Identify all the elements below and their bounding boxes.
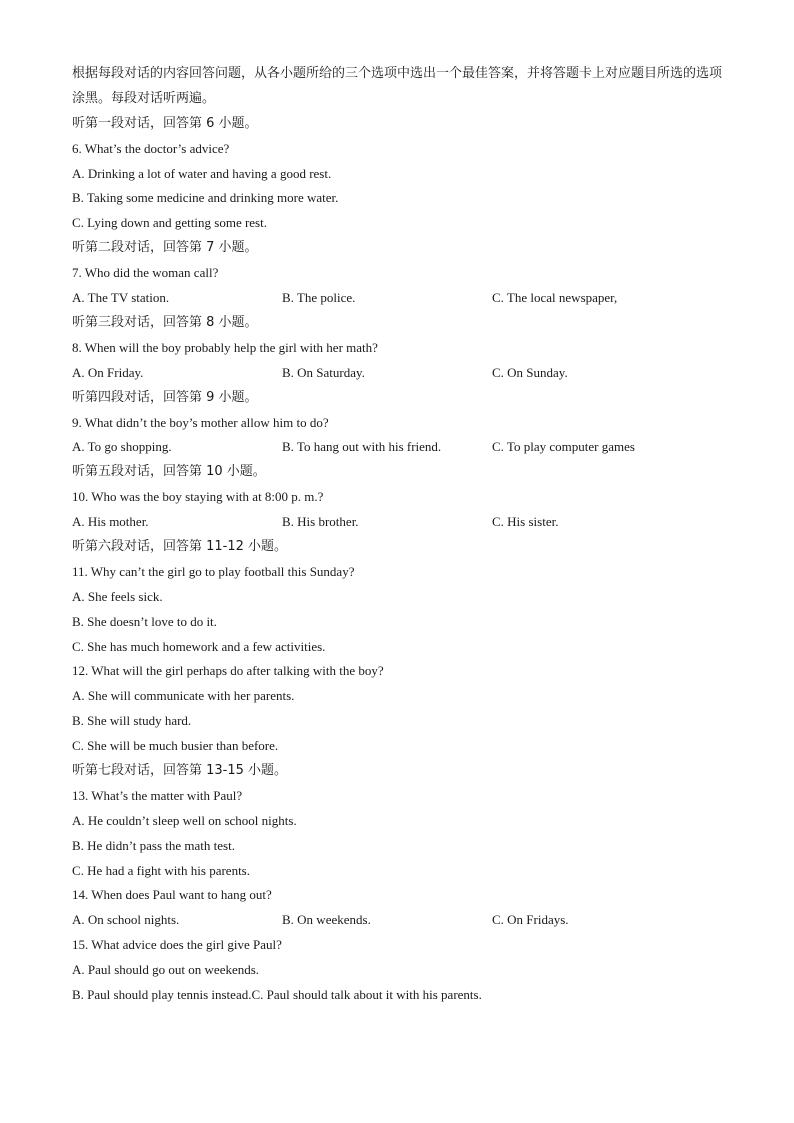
section-heading-5: 听第五段对话，回答第 10 小题。 [72, 464, 266, 480]
question-9: 9. What didn’t the boy’s mother allow him to do? [72, 414, 329, 430]
question-11: 11. Why can’t the girl go to play football this Sunday? [72, 563, 355, 579]
q12-option-b: B. She will study hard. [72, 713, 192, 729]
q10-option-b: B. His brother. [282, 514, 359, 530]
q10-option-c: C. His sister. [492, 514, 559, 530]
q15-options-bc [72, 983, 732, 1008]
q7-option-b: B. The police. [282, 290, 356, 306]
question-15: 15. What advice does the girl give Paul? [72, 937, 282, 953]
q15-option-c: C. Paul should talk about it with his parents. [251, 986, 482, 1002]
section-heading-4: 听第四段对话，回答第 9 小题。 [72, 389, 258, 405]
q9-option-b: B. To hang out with his friend. [282, 439, 442, 455]
q14-option-a: A. On school nights. [72, 912, 180, 928]
q14-options [72, 908, 732, 933]
section-heading-3: 听第三段对话，回答第 8 小题。 [72, 314, 258, 330]
q10-options [72, 510, 732, 535]
question-7: 7. Who did the woman call? [72, 265, 219, 281]
instructions: 根据每段对话的内容回答问题，从各小题所给的三个选项中选出一个最佳答案，并将答题卡上对应题目所选的选项涂黑。每段对话听两遍。 [72, 66, 723, 106]
q12-option-a: A. She will communicate with her parents. [72, 688, 295, 704]
question-8: 8. When will the boy probably help the girl with her math? [72, 339, 378, 355]
question-6: 6. What’s the doctor’s advice? [72, 140, 230, 156]
q11-option-c: C. She has much homework and a few activities. [72, 638, 326, 654]
q8-option-c: C. On Sunday. [492, 364, 568, 380]
question-12: 12. What will the girl perhaps do after talking with the boy? [72, 663, 384, 679]
q13-option-a: A. He couldn’t sleep well on school nights. [72, 812, 297, 828]
q7-option-a: A. The TV station. [72, 290, 170, 306]
q14-option-c: C. On Fridays. [492, 912, 569, 928]
q8-option-a: A. On Friday. [72, 364, 144, 380]
section-heading-6: 听第六段对话，回答第 11-12 小题。 [72, 538, 288, 554]
q11-option-b: B. She doesn’t love to do it. [72, 613, 217, 629]
q15-option-b: B. Paul should play tennis instead. [72, 986, 252, 1002]
q13-option-b: B. He didn’t pass the math test. [72, 837, 235, 853]
q9-option-c: C. To play computer games [492, 439, 635, 455]
question-10: 10. Who was the boy staying with at 8:00 p. m.? [72, 489, 324, 505]
q9-option-a: A. To go shopping. [72, 439, 172, 455]
q6-option-a: A. Drinking a lot of water and having a good rest. [72, 165, 332, 181]
question-14: 14. When does Paul want to hang out? [72, 887, 272, 903]
q14-option-b: B. On weekends. [282, 912, 371, 928]
q6-option-b: B. Taking some medicine and drinking more water. [72, 190, 339, 206]
q15-option-a: A. Paul should go out on weekends. [72, 962, 260, 978]
q13-option-c: C. He had a fight with his parents. [72, 862, 250, 878]
q12-option-c: C. She will be much busier than before. [72, 738, 279, 754]
q8-option-b: B. On Saturday. [282, 364, 365, 380]
section-heading-2: 听第二段对话，回答第 7 小题。 [72, 240, 258, 256]
question-13: 13. What’s the matter with Paul? [72, 787, 243, 803]
q8-options [72, 361, 732, 386]
q10-option-a: A. His mother. [72, 514, 149, 530]
section-heading-1: 听第一段对话，回答第 6 小题。 [72, 115, 258, 131]
q11-option-a: A. She feels sick. [72, 588, 163, 604]
q7-option-c: C. The local newspaper, [492, 290, 618, 306]
section-heading-7: 听第七段对话，回答第 13-15 小题。 [72, 762, 288, 778]
q6-option-c: C. Lying down and getting some rest. [72, 215, 267, 231]
exam-page [72, 62, 732, 1008]
q9-options [72, 435, 732, 460]
q7-options [72, 286, 732, 311]
